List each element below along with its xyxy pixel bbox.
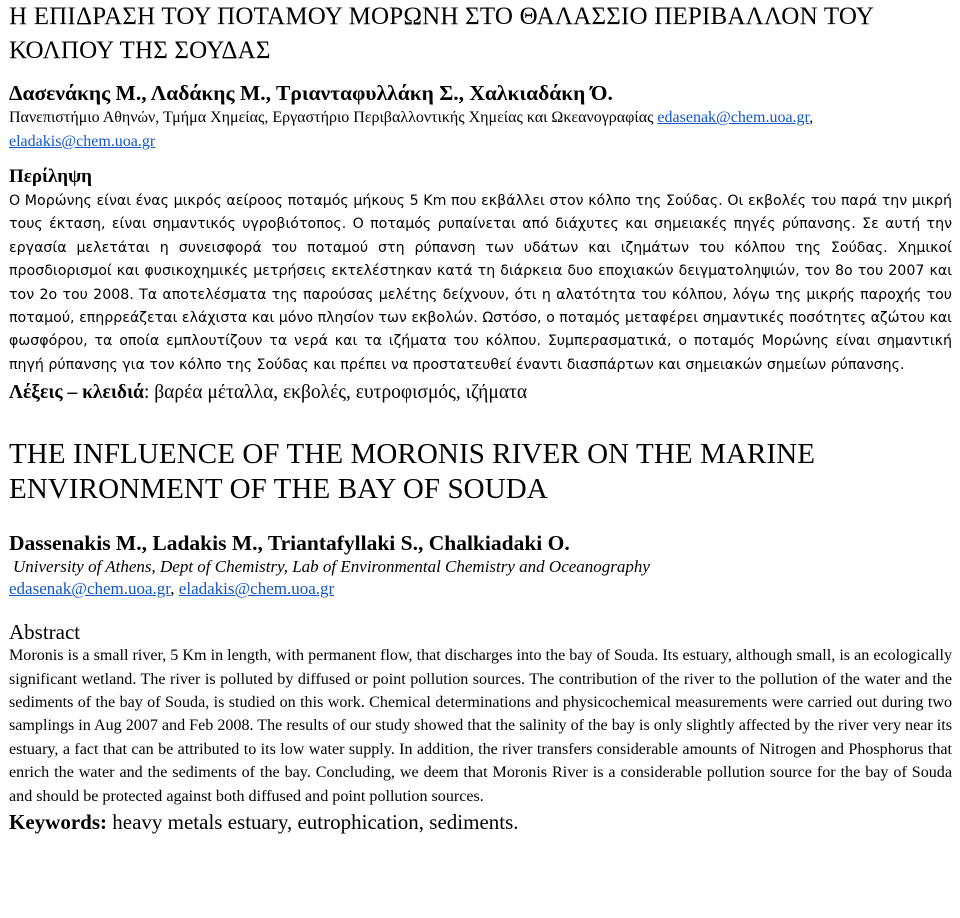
english-authors: Dassenakis M., Ladakis M., Triantafyllaki S., Chalkiadaki O. <box>9 531 570 556</box>
greek-email-1-link[interactable]: edasenak@chem.uoa.gr <box>657 109 810 126</box>
english-email-2-link[interactable]: eladakis@chem.uoa.gr <box>178 579 335 599</box>
english-abstract-text: Moronis is a small river, 5 Km in length, with permanent flow, that discharges into the bay of Souda. Its estuary, although small, is an ecologically significant wetland. The river is polluted by diffused or point pollution sources. The contribution of the river to the pollution of the water and the sediments of the bay of Souda, is studied on this work. Chemical determinations and physicochemical measurements were carried out during two samplings in Aug 2007 and Feb 2008. The results of our study showed that the salinity of the bay is only slightly affected by the river very near its estuary, a fact that can be attributed to its low water supply. In addition, the river transfers considerable amounts of Nitrogen and Phosphorus that enrich the water and the sediments of the bay. Concluding, we deem that Moronis River is a considerable pollution source for the bay of Souda and should be protected against both diffused and point pollution sources. <box>9 647 952 805</box>
english-emails <box>9 578 952 600</box>
greek-title: Η ΕΠΙΔΡΑΣΗ ΤΟΥ ΠΟΤΑΜΟΥ ΜΟΡΩΝΗ ΣΤΟ ΘΑΛΑΣΣΙΟ ΠΕΡΙΒΑΛΛΟΝ ΤΟΥ ΚΟΛΠΟΥ ΤΗΣ ΣΟΥΔΑΣ <box>9 3 874 64</box>
greek-keywords-label: Λέξεις – κλειδιά <box>9 382 144 404</box>
greek-email-separator: , <box>809 109 814 126</box>
english-title: THE INFLUENCE OF THE MORONIS RIVER ON THE MARINE ENVIRONMENT OF THE BAY OF SOUDA <box>9 438 816 506</box>
english-affiliation: University of Athens, Dept of Chemistry, Lab of Environmental Chemistry and Oceanography <box>13 557 650 577</box>
greek-authors: Δασενάκης Μ., Λαδάκης Μ., Τριανταφυλλάκη Σ., Χαλκιαδάκη Ό. <box>9 81 613 105</box>
greek-email-2-link[interactable]: eladakis@chem.uoa.gr <box>9 133 156 150</box>
english-keywords-label: Keywords: <box>9 810 107 835</box>
greek-affiliation-block <box>9 106 952 154</box>
english-keywords-list: heavy metals estuary, eutrophication, sediments. <box>107 810 519 835</box>
english-abstract-heading: Abstract <box>9 620 81 645</box>
greek-abstract-text: Ο Μορώνης είναι ένας μικρός αείροος ποταμός μήκους 5 Km που εκβάλλει στον κόλπο της Σούδας. Οι εκβολές του παρά την μικρή τους έκταση, είναι σημαντικός υγροβιότοπος. Ο ποταμός ρυπαίνεται από διάχυτες και σημειακές πηγές ρύπανσης. Σε αυτή την εργασία μελετάται η συνεισφορά του ποταμού στη ρύπανση των υδάτων και ιζημάτων του κόλπου της Σούδας. Χημικοί προσδιορισμοί και φυσικοχημικές μετρήσεις εκτελέστηκαν κατά τη διάρκεια δυο εποχιακών δειγματοληψιών, τον 8ο του 2007 και τον 2ο του 2008. Τα αποτελέσματα της παρούσας μελέτης δείχνουν, ότι η αλατότητα του κόλπου, λόγω της μικρής παροχής του ποταμού, επηρρεάζεται ελάχιστα και μόνο πλησίον των εκβολών. Ωστόσο, ο ποταμός μεταφέρει σημαντικές ποσότητες αζώτου και φωσφόρου, τα οποία εμπλουτίζουν τα νερά και τα ιζήματα του κόλπου. Συμπερασματικά, ο ποταμός Μορώνης είναι σημαντική πηγή ρύπανσης για τον κόλπο της Σούδας και πρέπει να προστατευθεί έναντι διασπάρτων και σημειακών σημείων ρύπανσης. <box>9 193 952 373</box>
greek-keywords-colon: : <box>143 382 150 404</box>
english-keywords <box>9 808 952 836</box>
english-section <box>9 437 952 836</box>
greek-keywords <box>9 379 952 407</box>
greek-affiliation: Πανεπιστήμιο Αθηνών, Τμήμα Χημείας, Εργαστήριο Περιβαλλοντικής Χημείας και Ωκεανογραφίας <box>9 109 654 126</box>
english-email-1-link[interactable]: edasenak@chem.uoa.gr <box>9 579 171 599</box>
greek-section <box>9 0 952 407</box>
greek-keywords-list: βαρέα μέταλλα, εκβολές, ευτροφισμός, ιζήματα <box>149 382 528 404</box>
greek-abstract-heading: Περίληψη <box>9 166 92 187</box>
english-email-separator: , <box>170 579 179 599</box>
